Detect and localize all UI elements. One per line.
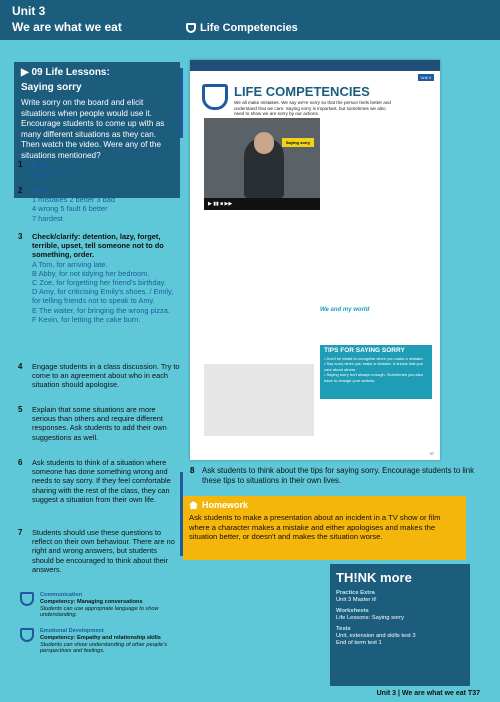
life-competencies-icon xyxy=(186,23,196,33)
note-number: 4 xyxy=(18,362,23,371)
homework-body: Ask students to make a presentation about an incident in a TV show or film where a character makes a mistake and either apologises and makes the situation better, or doesn't and makes the situation worse. xyxy=(189,513,441,542)
world-heading: We and my world xyxy=(320,307,370,313)
note-5: Explain that some situations are more serious than others and require different responses. Ask students to add their own suggestions as well. xyxy=(32,405,167,442)
note-number: 6 xyxy=(18,458,23,467)
header-bar xyxy=(0,0,500,40)
note-number: 3 xyxy=(18,232,23,241)
note-number: 2 xyxy=(18,186,23,195)
note-1 xyxy=(32,160,180,178)
page-top-bar xyxy=(190,60,440,71)
note-4: Engage students in a class discussion. Try to come to an agreement about who in each situation should apologise. xyxy=(32,362,180,390)
lesson-title: ▶ 09 Life Lessons: xyxy=(21,67,110,78)
presenter-head xyxy=(254,132,274,154)
note-6: Ask students to think of a situation where someone has done something wrong and needs to say sorry. If they feel comfortable sharing with the rest of the class, they can suggest a situation from their own life. xyxy=(32,458,171,504)
answer: A Tom, for arriving late. B Abby, for not tidying her bedroom. C Zoe, for forgetting her friend's birthday. D Amy, for criticising Emily's shoes. / Emily, for telling friends not to speak to Amy. E The waiter, for bringing the wrong pizza. F Kevin, for letting the cake burn. xyxy=(32,259,174,324)
unit-label: Unit 3 xyxy=(12,4,46,18)
video-ref: ▶ 09 xyxy=(32,160,48,169)
video-ref: ▶ 09 xyxy=(32,186,48,195)
homework-title: Homework xyxy=(189,500,460,510)
video-controls[interactable]: ▶ ▮▮ ■ ▶▶ xyxy=(204,198,320,210)
note-2 xyxy=(32,186,180,223)
think-more-title: TH!NK more xyxy=(336,570,412,585)
note-number: 1 xyxy=(18,160,23,169)
tips-box xyxy=(320,345,432,399)
emotional-development-icon xyxy=(20,628,34,642)
note-number: 8 xyxy=(190,466,195,475)
page-title: LIFE COMPETENCIES xyxy=(234,84,370,99)
page-number: 37 xyxy=(429,451,434,456)
tips-title: TIPS FOR SAYING SORRY xyxy=(324,347,405,354)
answer: Ben & Kate xyxy=(32,169,70,179)
note-3 xyxy=(32,232,180,324)
answer: 1 mistakes 2 better 3 bad 4 wrong 5 fault 6 better 7 hardest xyxy=(32,195,115,223)
competency-communication: Communication Competency: Managing conversations Students can use appropriate language to show understanding. xyxy=(40,592,159,619)
section-title: Life Competencies xyxy=(186,22,298,34)
page-intro: We all make mistakes. We say we're sorry so that the person feels better and understand that we care. Saying sorry is important, but sometimes we also need to show we are sorry by our actions. xyxy=(234,100,391,117)
think-more-box: TH!NK more Practice Extra Unit 3 Master it! Worksheets Life Lessons: Saying sorry Tests Unit, extension and skills test 3 End of term test 1 xyxy=(330,564,470,686)
check-clarify: Check/clarify: detention, lazy, forget, terrible, upset, tell someone not to do something, order. xyxy=(32,232,164,260)
note-7: Students should use these questions to reflect on their own behaviour. There are no right and wrong answers, but students should be encouraged to think about their answers. xyxy=(32,528,175,574)
note-number: 5 xyxy=(18,405,23,414)
tips-body: • Don't be afraid to recognise when you make a mistake. • Say sorry when you make a mistake. It shows that you care about others. • Saying sorry isn't always enough. Sometimes you also have to change your actions. xyxy=(324,355,424,383)
unit-title: We are what we eat xyxy=(12,20,122,34)
video-sign: Saying sorry xyxy=(282,138,314,147)
house-icon xyxy=(189,501,198,509)
unit-tag: Unit 3 xyxy=(418,74,434,81)
life-competencies-logo xyxy=(202,84,228,110)
connector-line xyxy=(180,68,183,138)
lesson-body: Write sorry on the board and elicit situations when people would use it. Encourage students to come up with as many different situations as they can. Then watch the video. Were any of the situations mentioned? xyxy=(21,98,165,160)
competency-emotional: Emotional Development Competency: Empathy and relationship skills Students can show understanding of other people's perspectives and feelings. xyxy=(40,628,168,655)
note-number: 7 xyxy=(18,528,23,537)
homework-box xyxy=(183,496,466,560)
note-8: Ask students to think about the tips for saying sorry. Encourage students to link these tips to situations in their own lives. xyxy=(202,466,475,485)
story-list xyxy=(204,364,314,436)
page-footer: Unit 3 | We are what we eat T37 xyxy=(376,690,480,697)
lesson-subtitle: Saying sorry xyxy=(21,82,82,93)
video-thumbnail[interactable] xyxy=(204,118,320,210)
communication-icon xyxy=(20,592,34,606)
student-book-page xyxy=(190,60,440,460)
